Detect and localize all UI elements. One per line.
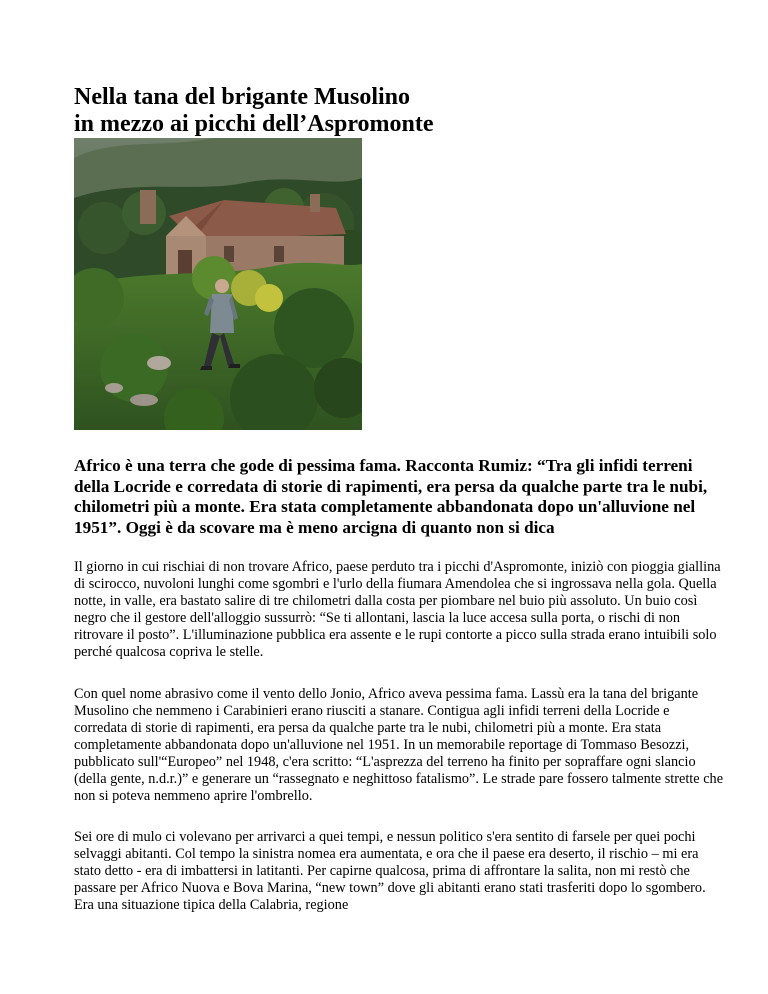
title-line-2: in mezzo ai picchi dell’Aspromonte — [74, 111, 434, 137]
article-lead: Africo è una terra che gode di pessima fama. Racconta Rumiz: “Tra gli infidi terreni della Locride e corredata di storie di rapimenti, era persa da qualche parte tra le nubi, chilometri più a monte. Era stata completamente abbandonata dopo un'alluvione nel 1951”. Oggi è da scovare ma è meno arcigna di quanto non si dica — [74, 456, 708, 537]
article-paragraph-3: Sei ore di mulo ci volevano per arrivarci a quei tempi, e nessun politico s'era sentito di farsele per quei pochi selvaggi abitanti. Col tempo la sinistra nomea era aumentata, e ora che il paese era deserto, il rischio – mi era stato detto - era di imbattersi in latitanti. Per capirne qualcosa, prima di affrontare la salita, non mi restò che passare per Africo Nuova e Bova Marina, “new town” dove gli abitanti erano stati trasferiti dopo lo sgombero. Era una situazione tipica della Calabria, regione — [74, 829, 706, 913]
article-paragraph-1: Il giorno in cui rischiai di non trovare Africo, paese perduto tra i picchi d'Aspromonte, iniziò con pioggia giallina di scirocco, nuvoloni lunghi come sgombri e l'urlo della fiumara Amendolea che si ingrossava nella gola. Quella notte, in valle, era bastato salire di tre chilometri dalla costa per piombare nel buio più assoluto. Un buio così negro che il gestore dell'alloggio sussurrò: “Se ti allontani, lascia la luce accesa sulla porta, o rischi di non ritrovare il posto”. L'illuminazione pubblica era assente e le rupi contorte a picco sulla strada erano intuibili solo perché qualcosa copriva le stelle. — [74, 559, 721, 660]
article-paragraph-2: Con quel nome abrasivo come il vento dello Jonio, Africo aveva pessima fama. Lassù era la tana del brigante Musolino che nemmeno i Carabinieri erano riusciti a stanare. Contigua agli infidi terreni della Locride e corredata di storie di rapimenti, era persa da qualche parte tra le nubi, chilometri più a monte. Era stata completamente abbandonata dopo un'alluvione nel 1951. In un memorabile reportage di Tommaso Besozzi, pubblicato sull'“Europeo” nel 1948, c'era scritto: “L'asprezza del terreno ha finito per sopraffare ogni slancio (della gente, n.d.r.)” e generare un “rassegnato e neghittoso fatalismo”. Le strade pare fossero talmente strette che non si poteva nemmeno aprire l'ombrello. — [74, 686, 724, 804]
article-photo — [74, 138, 362, 430]
article-title — [74, 84, 714, 138]
title-line-1: Nella tana del brigante Musolino — [74, 84, 411, 110]
